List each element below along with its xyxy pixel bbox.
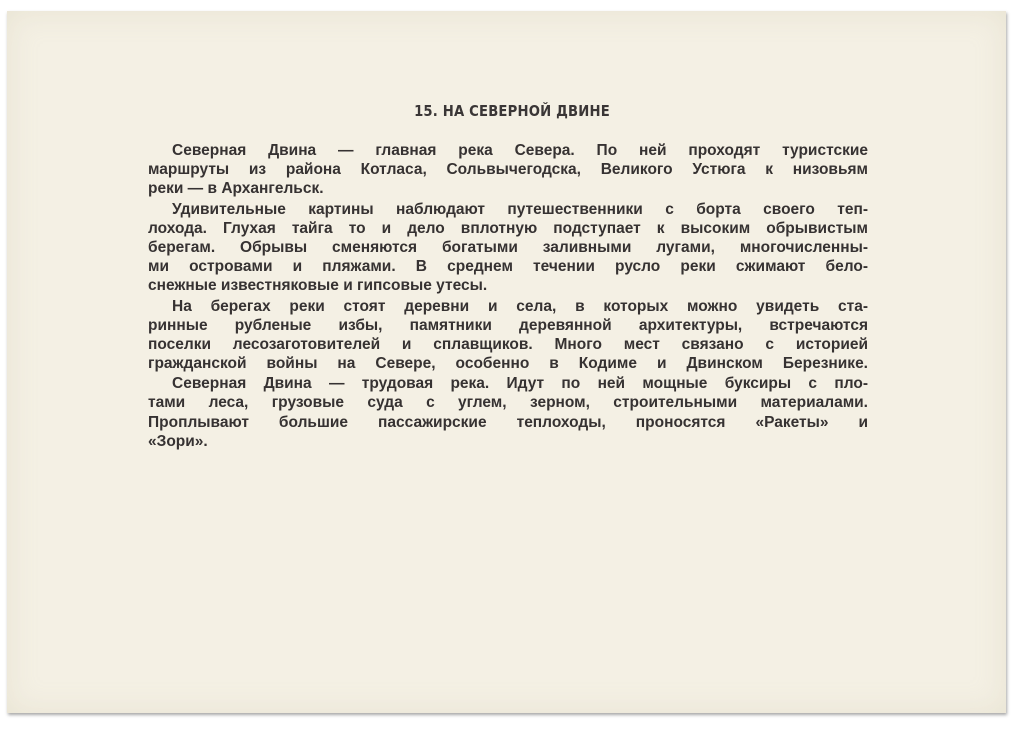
text-line: реки — в Архангельск.	[148, 180, 324, 198]
page-title: 15. НА СЕВЕРНОЙ ДВИНЕ	[414, 102, 610, 120]
text-line: ми островами и пляжами. В среднем течении русло реки сжимают бело-	[148, 258, 868, 276]
text-line: гражданской войны на Севере, особенно в Кодиме и Двинском Березнике.	[148, 355, 868, 373]
text-line: Северная Двина — трудовая река. Идут по ней мощные буксиры с пло-	[172, 375, 868, 393]
text-line: маршруты из района Котласа, Сольвычегодска, Великого Устюга к низовьям	[148, 161, 868, 179]
text-line: Удивительные картины наблюдают путешественники с борта своего теп-	[172, 200, 868, 218]
text-line: берегам. Обрывы сменяются богатыми заливными лугами, многочисленны-	[148, 238, 868, 256]
text-line: «Зори».	[148, 432, 208, 450]
text-line: ринные рубленые избы, памятники деревянной архитектуры, встречаются	[148, 316, 868, 334]
text-line: лохода. Глухая тайга то и дело вплотную подступает к высоким обрывистым	[148, 219, 868, 237]
text-line: поселки лесозаготовителей и сплавщиков. Много мест связано с историей	[148, 335, 868, 353]
text-line: тами леса, грузовые суда с углем, зерном, строительными материалами.	[148, 394, 868, 412]
text-line: снежные известняковые и гипсовые утесы.	[148, 277, 488, 295]
body-text	[148, 141, 868, 451]
text-line: На берегах реки стоят деревни и села, в которых можно увидеть ста-	[172, 297, 868, 315]
text-line: Проплывают большие пассажирские теплоходы, проносятся «Ракеты» и	[148, 413, 868, 431]
text-line: Северная Двина — главная река Севера. По ней проходят туристские	[172, 142, 868, 159]
